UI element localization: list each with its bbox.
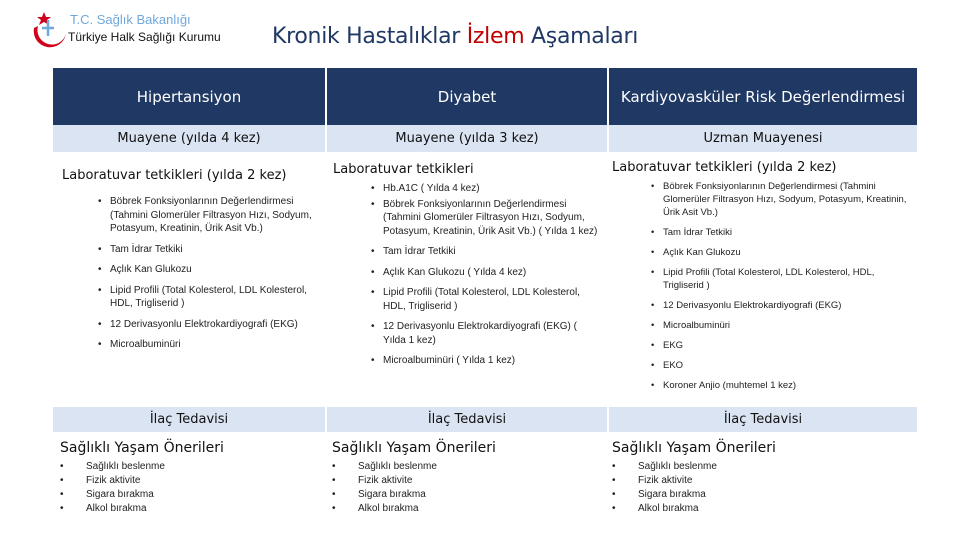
list-item: • Microalbuminüri ( Yılda 1 kez) — [371, 354, 601, 368]
list-item: • Fizik aktivite — [612, 474, 717, 488]
list-item: • EKG — [651, 339, 916, 352]
list-item: • EKO — [651, 359, 916, 372]
lifestyle-title-cardiovascular: Sağlıklı Yaşam Önerileri — [612, 440, 776, 456]
list-item: • Koroner Anjio (muhtemel 1 kez) — [651, 379, 916, 392]
page-title — [272, 24, 638, 49]
visit-cardiovascular: Uzman Muayenesi — [609, 125, 917, 152]
lab-title-hypertension: Laboratuvar tetkikleri (yılda 2 kez) — [62, 168, 287, 183]
crescent-star-icon — [28, 6, 72, 50]
list-item: • Fizik aktivite — [60, 474, 165, 488]
list-item: • Sigara bırakma — [60, 488, 165, 502]
lifestyle-list-cardiovascular — [612, 460, 717, 516]
header-diabetes: Diyabet — [327, 68, 607, 125]
ministry-name: T.C. Sağlık Bakanlığı — [70, 12, 191, 27]
title-highlight: İzlem — [466, 24, 525, 49]
drug-therapy-hypertension: İlaç Tedavisi — [53, 407, 325, 432]
list-item: • Sağlıklı beslenme — [60, 460, 165, 474]
lifestyle-list-hypertension — [60, 460, 165, 516]
list-item: • Microalbuminüri — [98, 338, 323, 352]
lifestyle-title-diabetes: Sağlıklı Yaşam Önerileri — [332, 440, 496, 456]
agency-name: Türkiye Halk Sağlığı Kurumu — [68, 30, 221, 44]
header-hypertension: Hipertansiyon — [53, 68, 325, 125]
title-part-2: Aşamaları — [524, 24, 639, 49]
list-item: • 12 Derivasyonlu Elektrokardiyografi (EKG) — [98, 318, 323, 332]
list-item: • Microalbuminüri — [651, 319, 916, 332]
lab-list-diabetes — [371, 182, 601, 375]
list-item: • 12 Derivasyonlu Elektrokardiyografi (EKG) ( Yılda 1 kez) — [371, 320, 601, 347]
drug-therapy-cardiovascular: İlaç Tedavisi — [609, 407, 917, 432]
list-item: • Açlık Kan Glukozu — [651, 246, 916, 259]
list-item: • Tam İdrar Tetkiki — [98, 243, 323, 257]
list-item: • Lipid Profili (Total Kolesterol, LDL Kolesterol, HDL, Trigliserid ) — [651, 266, 916, 292]
list-item: • Alkol bırakma — [332, 502, 437, 516]
drug-therapy-diabetes: İlaç Tedavisi — [327, 407, 607, 432]
lab-title-cardiovascular: Laboratuvar tetkikleri (yılda 2 kez) — [612, 160, 837, 175]
list-item: • Hb.A1C ( Yılda 4 kez) — [371, 182, 601, 196]
list-item: • Lipid Profili (Total Kolesterol, LDL Kolesterol, HDL, Trigliserid ) — [371, 286, 601, 313]
list-item: • Böbrek Fonksiyonlarının Değerlendirmesi (Tahmini Glomerüler Filtrasyon Hızı, Sodyum, Potasyum, Kreatinin, Ürik Asit Vb.) — [651, 180, 916, 219]
ministry-logo — [20, 4, 280, 52]
header-cardiovascular: Kardiyovasküler Risk Değerlendirmesi — [609, 68, 917, 125]
list-item: • 12 Derivasyonlu Elektrokardiyografi (EKG) — [651, 299, 916, 312]
list-item: • Alkol bırakma — [60, 502, 165, 516]
list-item: • Açlık Kan Glukozu — [98, 263, 323, 277]
list-item: • Sigara bırakma — [332, 488, 437, 502]
visit-diabetes: Muayene (yılda 3 kez) — [327, 125, 607, 152]
list-item: • Sağlıklı beslenme — [612, 460, 717, 474]
list-item: • Sağlıklı beslenme — [332, 460, 437, 474]
lab-title-diabetes: Laboratuvar tetkikleri — [333, 162, 474, 177]
list-item: • Sigara bırakma — [612, 488, 717, 502]
list-item: • Tam İdrar Tetkiki — [371, 245, 601, 259]
lifestyle-list-diabetes — [332, 460, 437, 516]
list-item: • Fizik aktivite — [332, 474, 437, 488]
list-item: • Tam İdrar Tetkiki — [651, 226, 916, 239]
visit-hypertension: Muayene (yılda 4 kez) — [53, 125, 325, 152]
lifestyle-title-hypertension: Sağlıklı Yaşam Önerileri — [60, 440, 224, 456]
list-item: • Lipid Profili (Total Kolesterol, LDL Kolesterol, HDL, Trigliserid ) — [98, 284, 323, 311]
list-item: • Alkol bırakma — [612, 502, 717, 516]
list-item: • Böbrek Fonksiyonlarının Değerlendirmesi (Tahmini Glomerüler Filtrasyon Hızı, Sodyum, Potasyum, Kreatinin, Ürik Asit Vb.) ( Yılda 1 kez) — [371, 198, 601, 239]
lab-list-hypertension — [98, 195, 323, 359]
title-part-1: Kronik Hastalıklar — [272, 24, 467, 49]
list-item: • Açlık Kan Glukozu ( Yılda 4 kez) — [371, 266, 601, 280]
lab-list-cardiovascular — [651, 180, 916, 399]
list-item: • Böbrek Fonksiyonlarının Değerlendirmesi (Tahmini Glomerüler Filtrasyon Hızı, Sodyum, Potasyum, Kreatinin, Ürik Asit Vb.) — [98, 195, 323, 236]
